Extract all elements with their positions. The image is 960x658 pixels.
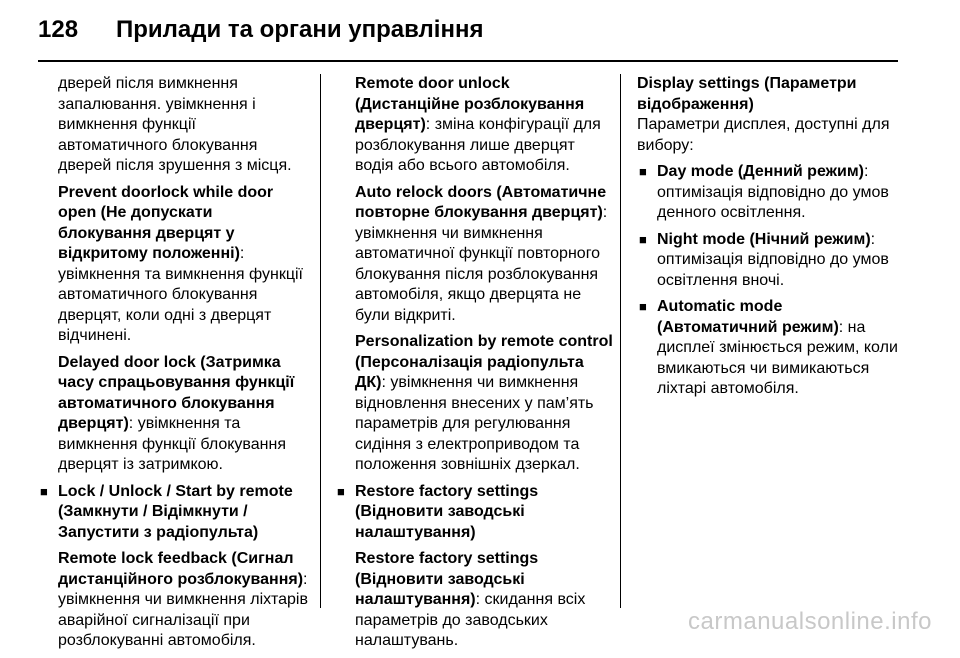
column-divider-2 [620,74,621,608]
setting-item [355,549,617,652]
column-1 [38,74,308,658]
setting-description: : увімкнення чи вимкнення ліхтарів аварійної сигналізації при розблокуванні автомобіля. [58,570,308,649]
bullet-item [335,482,617,544]
setting-title: Delayed door lock (Затримка часу спрацьовування функції автоматичного блокування дверцят) [58,353,295,432]
column-divider-1 [320,74,321,608]
bullet-title: Night mode (Нічний режим) [657,230,871,248]
bullet-description: : на дисплеї змінюється режим, коли вмикаються чи вимикаються ліхтарі автомобіля. [657,318,898,397]
setting-item [38,353,308,476]
setting-title: Personalization by remote control (Персоналізація радіопульта ДК) [355,333,613,391]
bullet-icon: ■ [639,231,647,247]
header-rule [38,60,898,62]
bullet-icon: ■ [337,483,345,499]
bullet-item [38,482,308,544]
setting-title: Prevent doorlock while door open (Не допускати блокування дверцят у відкритому положенні) [58,183,274,262]
bullet-title: Day mode (Денний режим) [657,163,864,180]
section-title: Display settings (Параметри відображення) [637,75,857,113]
bullet-item [637,230,907,292]
setting-title: Remote lock feedback (Сигнал дистанційного розблокування) [58,550,304,588]
setting-item [355,183,617,327]
setting-title: Remote door unlock (Дистанційне розблокування дверцят) [355,75,585,133]
page-header [0,0,960,60]
bullet-title: Restore factory settings (Відновити заводські налаштування) [355,482,539,541]
page-number: 128 [38,16,79,43]
paragraph: Параметри дисплея, доступні для вибору: [637,116,890,154]
bullet-title: Lock / Unlock / Start by remote (Замкнути / Відімкнути / Запустити з радіопульта) [58,482,293,541]
setting-item [355,74,617,177]
setting-description: : скидання всіх параметрів до заводських налаштувань. [355,591,586,649]
setting-description: : увімкнення чи вимкнення автоматичної функції повторного блокування після розблокування автомобіля, якщо дверцята не були відкриті. [355,204,608,324]
bullet-icon: ■ [639,164,647,179]
watermark: carmanualsonline.info [688,608,932,635]
setting-title: Restore factory settings (Відновити заводські налаштування) [355,550,539,608]
setting-description: : увімкнення та вимкнення функції блокування дверцят із затримкою. [58,415,286,473]
setting-description: : увімкнення та вимкнення функції автоматичного блокування дверцят, коли одні з дверцят відчинені. [58,245,303,344]
paragraph: дверей після вимкнення запалювання. увімкнення і вимкнення функції автоматичного блокування дверей після зрушення з місця. [58,75,292,174]
bullet-item [637,162,907,224]
page-title: Прилади та органи управління [116,16,484,43]
setting-description: : зміна конфігурації для розблокування лише дверцят водія або всього автомобіля. [355,116,601,174]
setting-item [355,332,617,476]
column-2 [337,74,617,658]
column-3 [637,74,907,406]
setting-title: Auto relock doors (Автоматичне повторне блокування дверцят) [355,183,607,221]
bullet-icon: ■ [40,483,48,499]
setting-description: : увімкнення чи вимкнення відновлення внесених у пам’ять параметрів для регулювання сидіння з електроприводом та положення зовнішніх дзеркал. [355,374,594,473]
bullet-title: Automatic mode (Автоматичний режим) [657,298,839,336]
setting-item [38,549,308,652]
section-heading [637,74,907,115]
bullet-description: : оптимізація відповідно до умов освітлення вночі. [657,230,889,289]
bullet-item [637,297,907,400]
setting-item [38,183,308,347]
bullet-icon: ■ [639,299,647,314]
bullet-description: : оптимізація відповідно до умов денного освітлення. [657,163,889,221]
